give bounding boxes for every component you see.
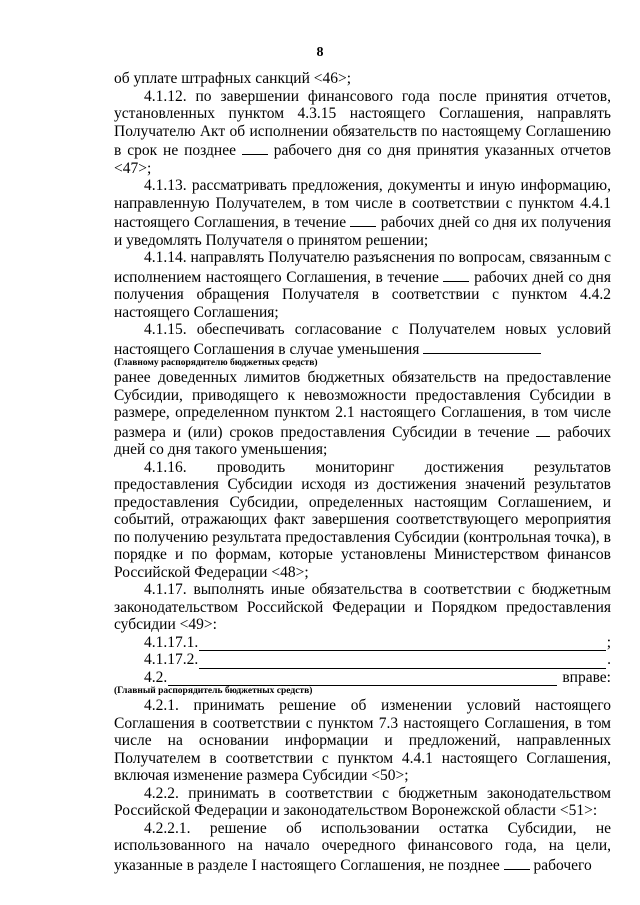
clause-4-2-2: 4.2.2. принимать в соответствии с бюджетным законодательством Российской Федерации и законодательством Воронежской области <51>: — [114, 784, 611, 819]
clause-label: 4.1.17.2. — [144, 651, 199, 668]
clause-4-2-2-1 — [114, 820, 611, 875]
clause-text: рабочего — [533, 856, 592, 874]
clause-4-2 — [114, 669, 611, 687]
clause-text: рабочих дней со дня такого уменьшения; — [114, 423, 612, 458]
clause-text: 4.1.12. по завершении финансового года после принятия отчетов, установленных пунктом 4.3.15 настоящего Соглашения, направлять Получателю Акт об исполнении обязательств по настоящему Соглашению в срок не позднее — [114, 87, 611, 159]
blank-field — [423, 339, 541, 354]
field-caption: (Главный распорядитель бюджетных средств) — [114, 686, 313, 696]
paragraph: об уплате штрафных санкций <46>; — [114, 70, 352, 87]
clause-4-1-17: 4.1.17. выполнять иные обязательства в соответствии с бюджетным законодательством Российской Федерации и Порядком предоставления субсидии <49>: — [114, 581, 611, 633]
blank-field — [536, 422, 550, 437]
blank-field — [350, 212, 376, 227]
clause-text: 4.1.13. рассматривать предложения, документы и иную информацию, направленную Получателем, в том числе в соответствии с пунктом 4.4.1 настоящего Соглашения, в течение — [114, 177, 611, 231]
blank-field — [199, 635, 605, 651]
blank-field — [199, 653, 606, 669]
clause-text: 4.1.14. направлять Получателю разъяснения по вопросам, связанным с исполнением настоящего Соглашения, в течение — [114, 249, 611, 286]
blank-field — [242, 140, 268, 155]
clause-4-1-15 — [114, 321, 611, 358]
document-body — [114, 70, 611, 874]
page-number: 8 — [316, 45, 324, 60]
clause-4-1-12 — [114, 88, 611, 178]
clause-4-1-17-1 — [114, 634, 611, 652]
clause-text: . — [607, 651, 611, 668]
blank-field — [168, 670, 557, 686]
clause-4-1-13 — [114, 177, 611, 249]
clause-text: рабочего дня со дня принятия указанных отчетов <47>; — [114, 142, 611, 177]
clause-4-1-15-cont — [114, 369, 611, 459]
blank-field — [443, 267, 469, 282]
field-caption: (Главному распорядителю бюджетных средств) — [114, 358, 318, 368]
clause-text: 4.2.2.1. решение об использовании остатка Субсидии, не использованного на начало очередного финансового года, на цели, указанные в разделе I настоящего Соглашения, не позднее — [114, 819, 611, 874]
clause-text: вправе: — [562, 668, 611, 686]
blank-field — [504, 855, 530, 870]
clause-4-1-17-2 — [114, 651, 611, 669]
clause-4-1-14 — [114, 249, 611, 321]
clause-4-1-16: 4.1.16. проводить мониторинг достижения результатов предоставления Субсидии исходя из достижения значений результатов предоставления Субсидии, определенных настоящим Соглашением, и событий, отражающих факт завершения соответствующего мероприятия по получению результата предоставления Субсидии (контрольная точка), в порядке и по формам, которые установлены Министерством финансов Российской Федерации <48>; — [114, 458, 611, 581]
clause-label: 4.1.17.1. — [144, 633, 199, 651]
clause-4-2-1: 4.2.1. принимать решение об изменении условий настоящего Соглашения в соответствии с пунктом 7.3 настоящего Соглашения, в том числе на основании информации и предложений, направленных Получателем в соответствии с пунктом 4.4.1 настоящего Соглашения, включая изменение размера Субсидии <50>; — [114, 697, 611, 784]
clause-text: рабочих дней со дня получения обращения Получателя в соответствии с пунктом 4.4.2 настоящего Соглашения; — [114, 268, 611, 321]
clause-text: 4.1.15. обеспечивать согласование с Получателем новых условий настоящего Соглашения в случае уменьшения — [114, 321, 611, 358]
clause-label: 4.2. — [144, 668, 168, 686]
clause-text: ; — [606, 633, 611, 651]
clause-text: рабочих дней со дня их получения и уведомлять Получателя о принятом решении; — [114, 214, 612, 249]
clause-text: ранее доведенных лимитов бюджетных обязательств на предоставление Субсидии, приводящего к невозможности предоставления Субсидии в размере, определенном пунктом 2.1 настоящего Соглашения, в том числе размера и (или) сроков предоставления Субсидии в течение — [114, 369, 611, 441]
